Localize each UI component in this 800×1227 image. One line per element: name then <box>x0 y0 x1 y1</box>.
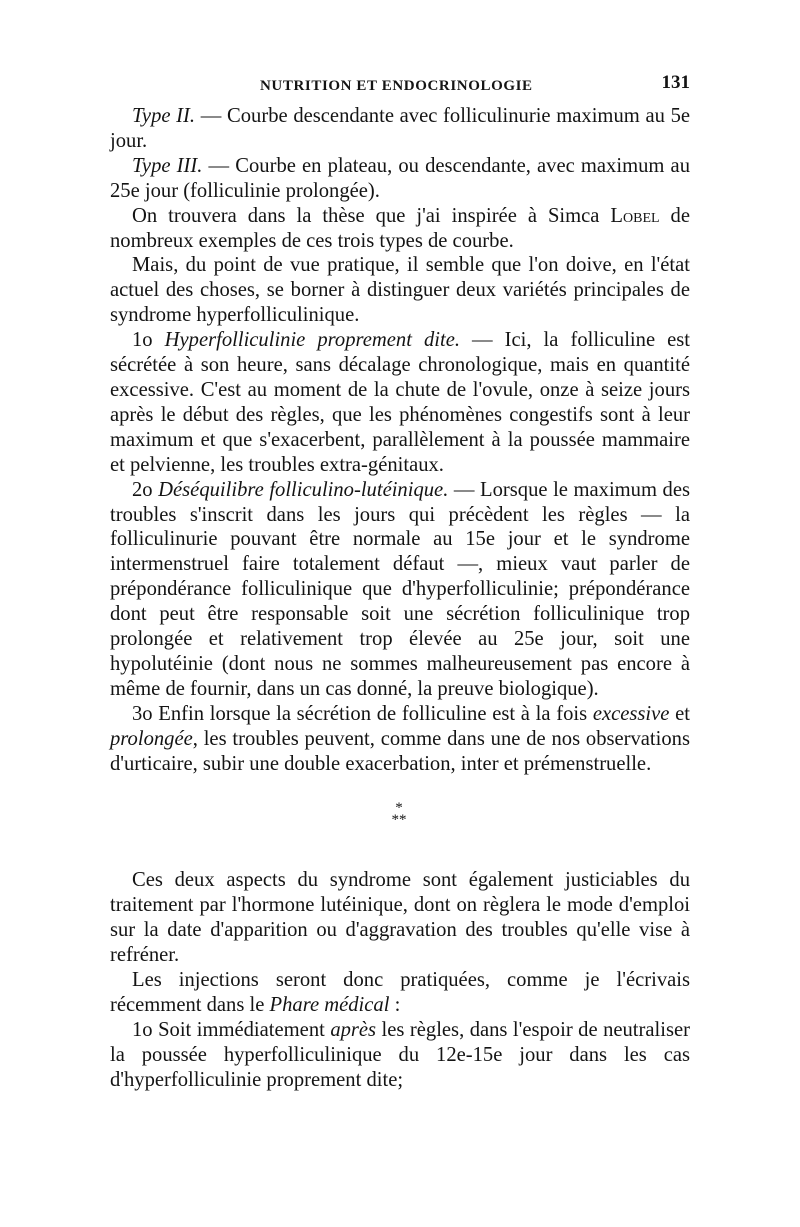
item-1-text: — Ici, la folliculine est sécrétée à son heure, sans décalage chronologique, mais en quantité excessive. C'est au moment de la chute de l'ovule, onze à seize jours après le début des règles, que les phénomènes congestifs sont à leur maximum et que s'exacerbent, parallèlement à la poussée mammaire et pelvienne, les troubles extra-génitaux. <box>110 329 691 476</box>
paragraph-excessive-prolongee <box>110 702 690 777</box>
thesis-text-before: On trouvera dans la thèse que j'ai inspirée à Simca <box>132 204 611 227</box>
paragraph-thesis-reference <box>110 204 690 254</box>
type-3-text: — Courbe en plateau, ou descendante, avec maximum au 25e jour (folliculinie prolongée). <box>110 154 690 202</box>
type-2-label: Type II. <box>132 105 196 127</box>
paragraph-injections <box>110 968 690 1018</box>
paragraph-desequilibre <box>110 478 690 702</box>
timing-text-after: les règles, dans l'espoir de neutraliser la poussée hyperfolliculinique du 12e-15e jour dans les cas d'hyperfolliculinie proprement dite; <box>110 1018 690 1091</box>
item-3-em-prolongee: prolongée <box>110 727 193 750</box>
paragraph-injection-timing <box>110 1018 690 1093</box>
asterism-top: * <box>395 800 403 817</box>
injections-text-before: Les injections seront donc pratiquées, comme je l'écrivais récemment dans le <box>110 969 690 1016</box>
book-page <box>110 70 690 1093</box>
item-3-text-mid: et <box>669 702 690 725</box>
type-2-text: — Courbe descendante avec folliculinurie maximum au 5e jour. <box>110 105 691 152</box>
running-head <box>110 70 690 104</box>
type-3-label: Type III. <box>132 154 203 177</box>
item-1-heading: Hyperfolliculinie proprement dite. <box>164 329 460 352</box>
page-number: 131 <box>661 72 690 93</box>
paragraph-hyperfolliculinie <box>110 328 690 477</box>
paragraph-treatment <box>110 868 690 968</box>
item-2-number: 2o <box>132 478 159 501</box>
asterism-divider <box>110 776 690 868</box>
item-2-heading: Déséquilibre folliculino-lutéinique. <box>158 478 449 501</box>
timing-text-before: 1o Soit immédiatement <box>132 1018 331 1041</box>
thesis-text-after: de nombreux exemples de ces trois types de courbe. <box>110 204 690 252</box>
item-3-text-after: , les troubles peuvent, comme dans une de nos observations d'urticaire, subir une double exacerbation, inter et prémenstruelle. <box>110 727 690 775</box>
timing-em-apres: après <box>330 1018 377 1041</box>
asterism-bottom: ** <box>391 812 407 829</box>
item-3-text-before: 3o Enfin lorsque la sécrétion de folliculine est à la fois <box>132 702 593 725</box>
author-name: Lobel <box>610 204 660 227</box>
injections-text-after: : <box>389 994 401 1016</box>
item-1-number: 1o <box>132 329 165 352</box>
paragraph-type-3 <box>110 154 690 204</box>
treatment-text: Ces deux aspects du syndrome sont également justiciables du traitement par l'hormone lutéinique, dont on règlera le mode d'emploi sur la date d'apparition ou d'aggravation des troubles qu'elle vise à refréner. <box>110 869 690 967</box>
paragraph-practical-view <box>110 253 690 328</box>
journal-title: Phare médical <box>269 994 390 1016</box>
practical-view-text: Mais, du point de vue pratique, il semble que l'on doive, en l'état actuel des choses, se borner à distinguer deux variétés principales de syndrome hyperfolliculinique. <box>110 254 690 327</box>
body-text <box>110 104 690 1093</box>
item-3-em-excessive: excessive <box>592 702 670 725</box>
paragraph-type-2 <box>110 104 690 154</box>
item-2-text: — Lorsque le maximum des troubles s'inscrit dans les jours qui précèdent les règles — la folliculinurie pouvant être normale au 15e jour et le syndrome intermenstruel faire totalement défaut —, mieux vaut parler de prépondérance folliculinique que d'hyperfolliculinie; prépondérance dont peut être responsable soit une sécrétion folliculinique trop prolongée et relativement trop élevée au 25e jour, soit une hypolutéinie (dont nous ne sommes malheureusement pas encore à même de fournir, dans un cas donné, la preuve biologique). <box>110 478 690 700</box>
running-head-title: NUTRITION ET ENDOCRINOLOGIE <box>260 78 533 94</box>
